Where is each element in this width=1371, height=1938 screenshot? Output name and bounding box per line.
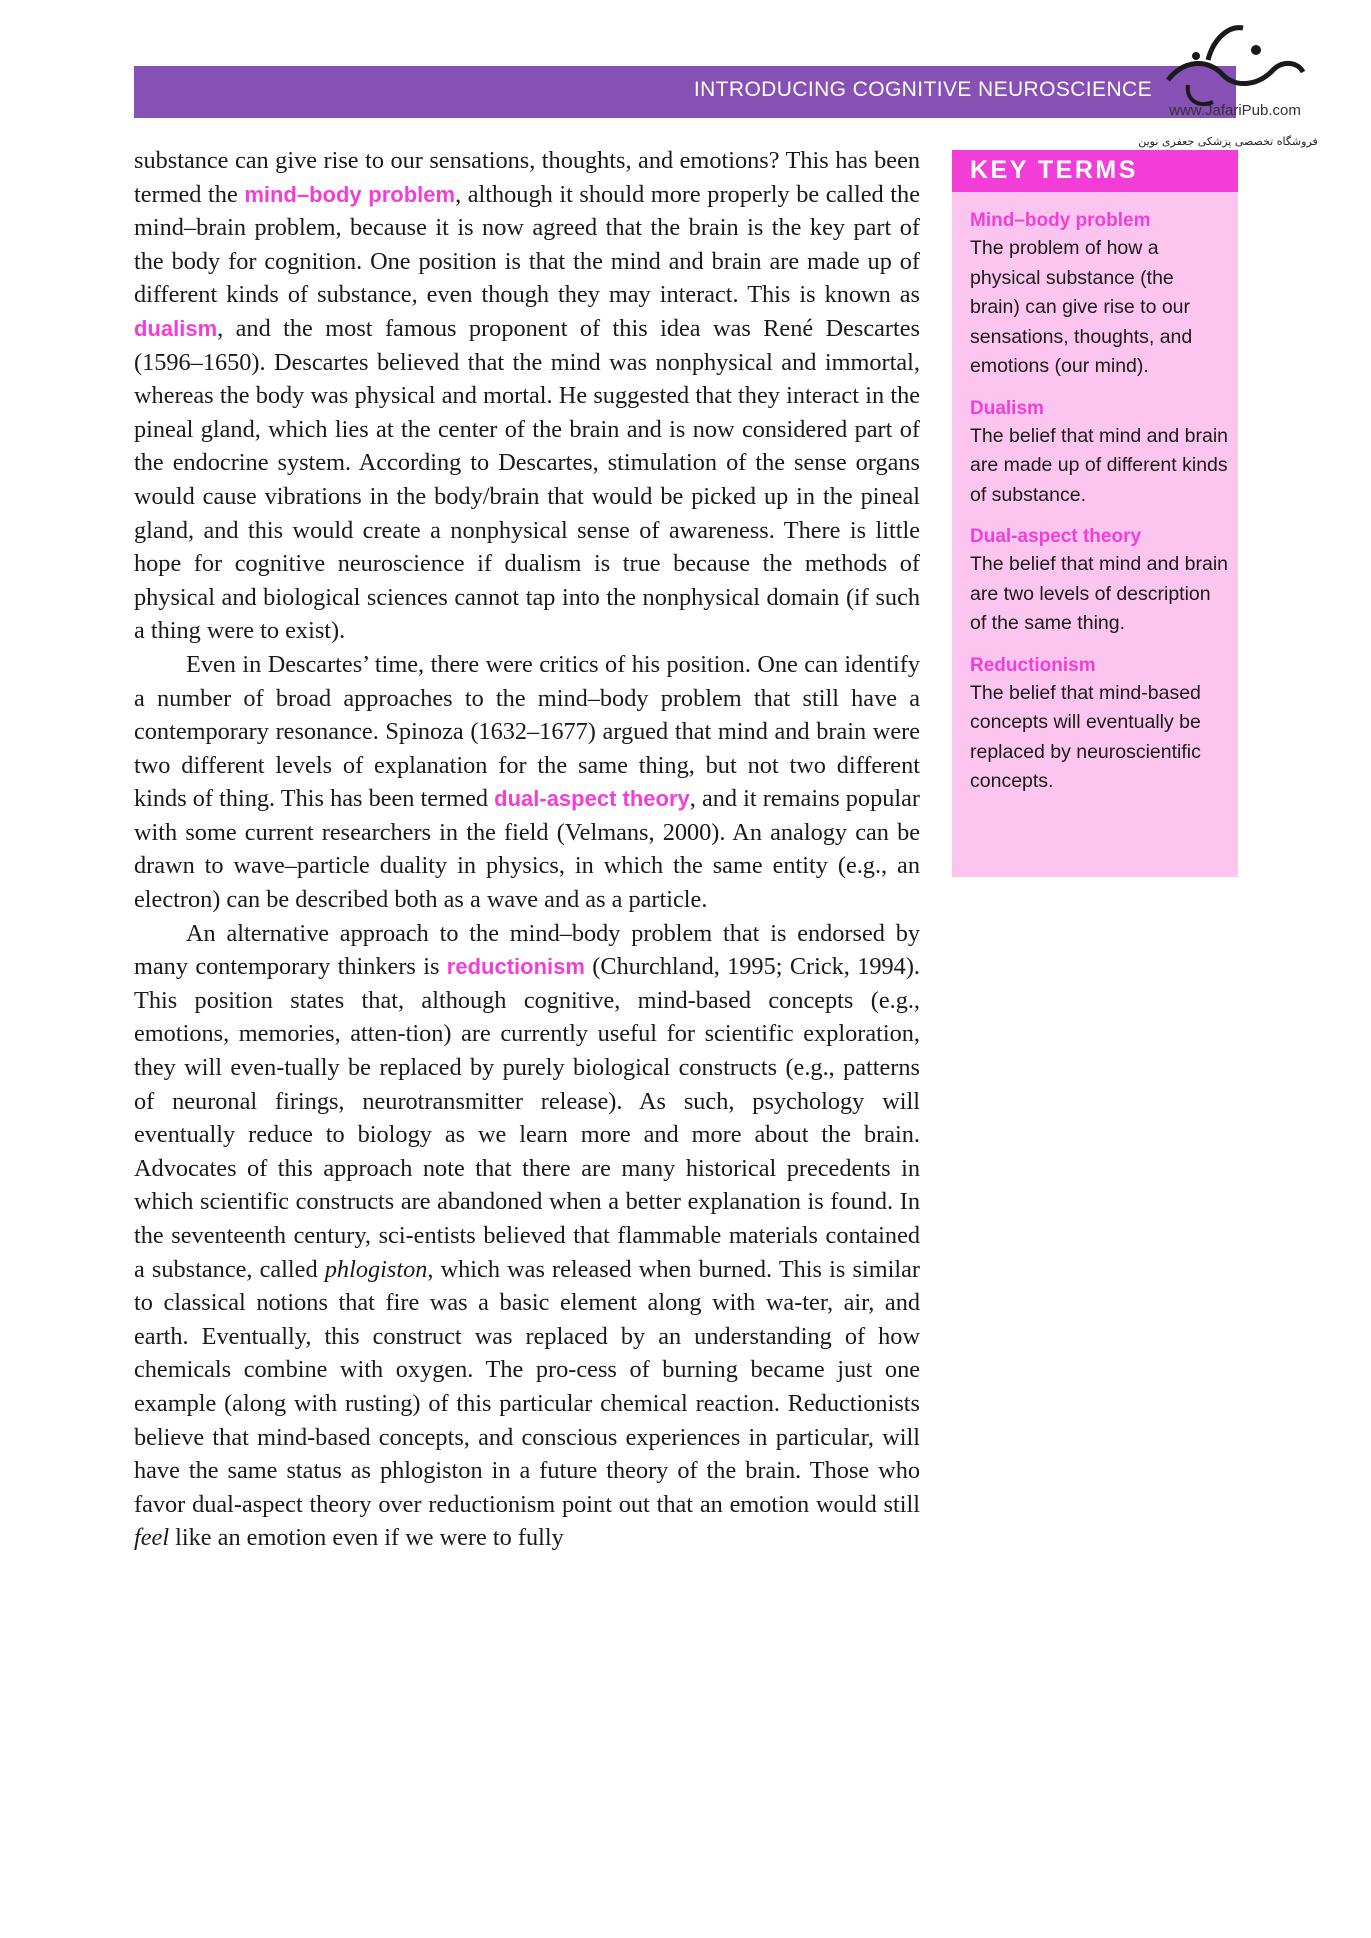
key-term-entry: [970, 396, 1228, 511]
running-header-bar: [134, 66, 1236, 118]
key-term-definition: The belief that mind and brain are made up of different kinds of substance.: [970, 424, 1228, 506]
publisher-caption: فروشگاه تخصصی پزشکی جعفری نوین: [1138, 135, 1318, 148]
key-term-definition: The belief that mind-based concepts will eventually be replaced by neuroscientific concepts.: [970, 681, 1201, 792]
key-term-reductionism: reductionism: [446, 954, 585, 980]
paragraph-2: Even in Descartes’ time, there were critics of his position. One can identify a number of broad approaches to the mind–body problem that still have a contemporary resonance. Spinoza (1632–1677) argued that mind and brain were two different levels of explanation for the same thing, but not two different kinds of thing. This has been termed dual-aspect theory, and it remains popular with some current researchers in the field (Velmans, 2000). An analogy can be drawn to wave–particle duality in physics, in which the same entity (e.g., an electron) can be described both as a wave and as a particle.: [134, 650, 920, 914]
key-term-dualism: dualism: [134, 315, 218, 341]
key-term-entry: [970, 208, 1228, 382]
publisher-logo: [1148, 20, 1308, 150]
key-term-entry: [970, 653, 1228, 797]
key-terms-header: [952, 150, 1238, 192]
publisher-site: www.JafariPub.com: [1169, 102, 1301, 119]
running-header-title: INTRODUCING COGNITIVE NEUROSCIENCE: [693, 78, 1152, 101]
key-term-name: Reductionism: [970, 654, 1096, 676]
key-term-definition: The problem of how a physical substance (the brain) can give rise to our sensations, thoughts, and emotions (our mind).: [970, 237, 1193, 377]
key-terms-title: KEY TERMS: [970, 156, 1138, 184]
main-text-column: [134, 144, 920, 1555]
key-term-dual-aspect-theory: dual-aspect theory: [494, 786, 690, 812]
italic-phlogiston: phlogiston: [324, 1255, 428, 1283]
italic-feel: feel: [134, 1524, 170, 1552]
key-term-name: Dualism: [970, 397, 1044, 419]
key-term-mind-body-problem: mind–body problem: [244, 181, 456, 207]
key-term-definition: The belief that mind and brain are two levels of description of the same thing.: [970, 553, 1228, 634]
paragraph-3: An alternative approach to the mind–body problem that is endorsed by many contemporary thinkers is reductionism (Churchland, 1995; Crick, 1994). This position states that, although cognitive, mind-based concepts (e.g., emotions, memories, atten-tion) are currently useful for scientific exploration, they will even-tually be replaced by purely biological constructs (e.g., patterns of neuronal firings, neurotransmitter release). As such, psychology will eventually reduce to biology as we learn more and more about the brain. Advocates of this approach note that there are many historical precedents in which scientific constructs are abandoned when a better explanation is found. In the seventeenth century, sci-entists believed that flammable materials contained a substance, called phlogiston, which was released when burned. This is similar to classical notions that fire was a basic element along with wa-ter, air, and earth. Eventually, this construct was replaced by an understanding of how chemicals combine with oxygen. The pro-cess of burning became just one example (along with rusting) of this particular chemical reaction. Reductionists believe that mind-based concepts, and conscious experiences in particular, will have the same status as phlogiston in a future theory of the brain. Those who favor dual-aspect theory over reductionism point out that an emotion would still feel like an emotion even if we were to fully: [134, 919, 920, 1552]
key-terms-list: [970, 208, 1228, 811]
key-term-name: Dual-aspect theory: [970, 526, 1142, 547]
key-term-name: Mind–body problem: [970, 210, 1151, 231]
key-terms-sidebar: [952, 150, 1238, 877]
paragraph-1: substance can give rise to our sensations, thoughts, and emotions? This has been termed the mind–body problem, although it should more properly be called the mind–brain problem, because it is now agreed that the brain is the key part of the body for cognition. One position is that the mind and brain are made up of different kinds of substance, even though they may interact. This is known as dualism, and the most famous proponent of this idea was René Descartes (1596–1650). Descartes believed that the mind was nonphysical and immortal, whereas the body was physical and mortal. He suggested that they interact in the pineal gland, which lies at the center of the brain and is now considered part of the endocrine system. According to Descartes, stimulation of the sense organs would cause vibrations in the body/brain that would be picked up in the pineal gland, and this would create a nonphysical sense of awareness. There is little hope for cognitive neuroscience if dualism is true because the methods of physical and biological sciences cannot tap into the nonphysical domain (if such a thing were to exist).: [134, 147, 920, 645]
key-term-entry: [970, 524, 1228, 639]
